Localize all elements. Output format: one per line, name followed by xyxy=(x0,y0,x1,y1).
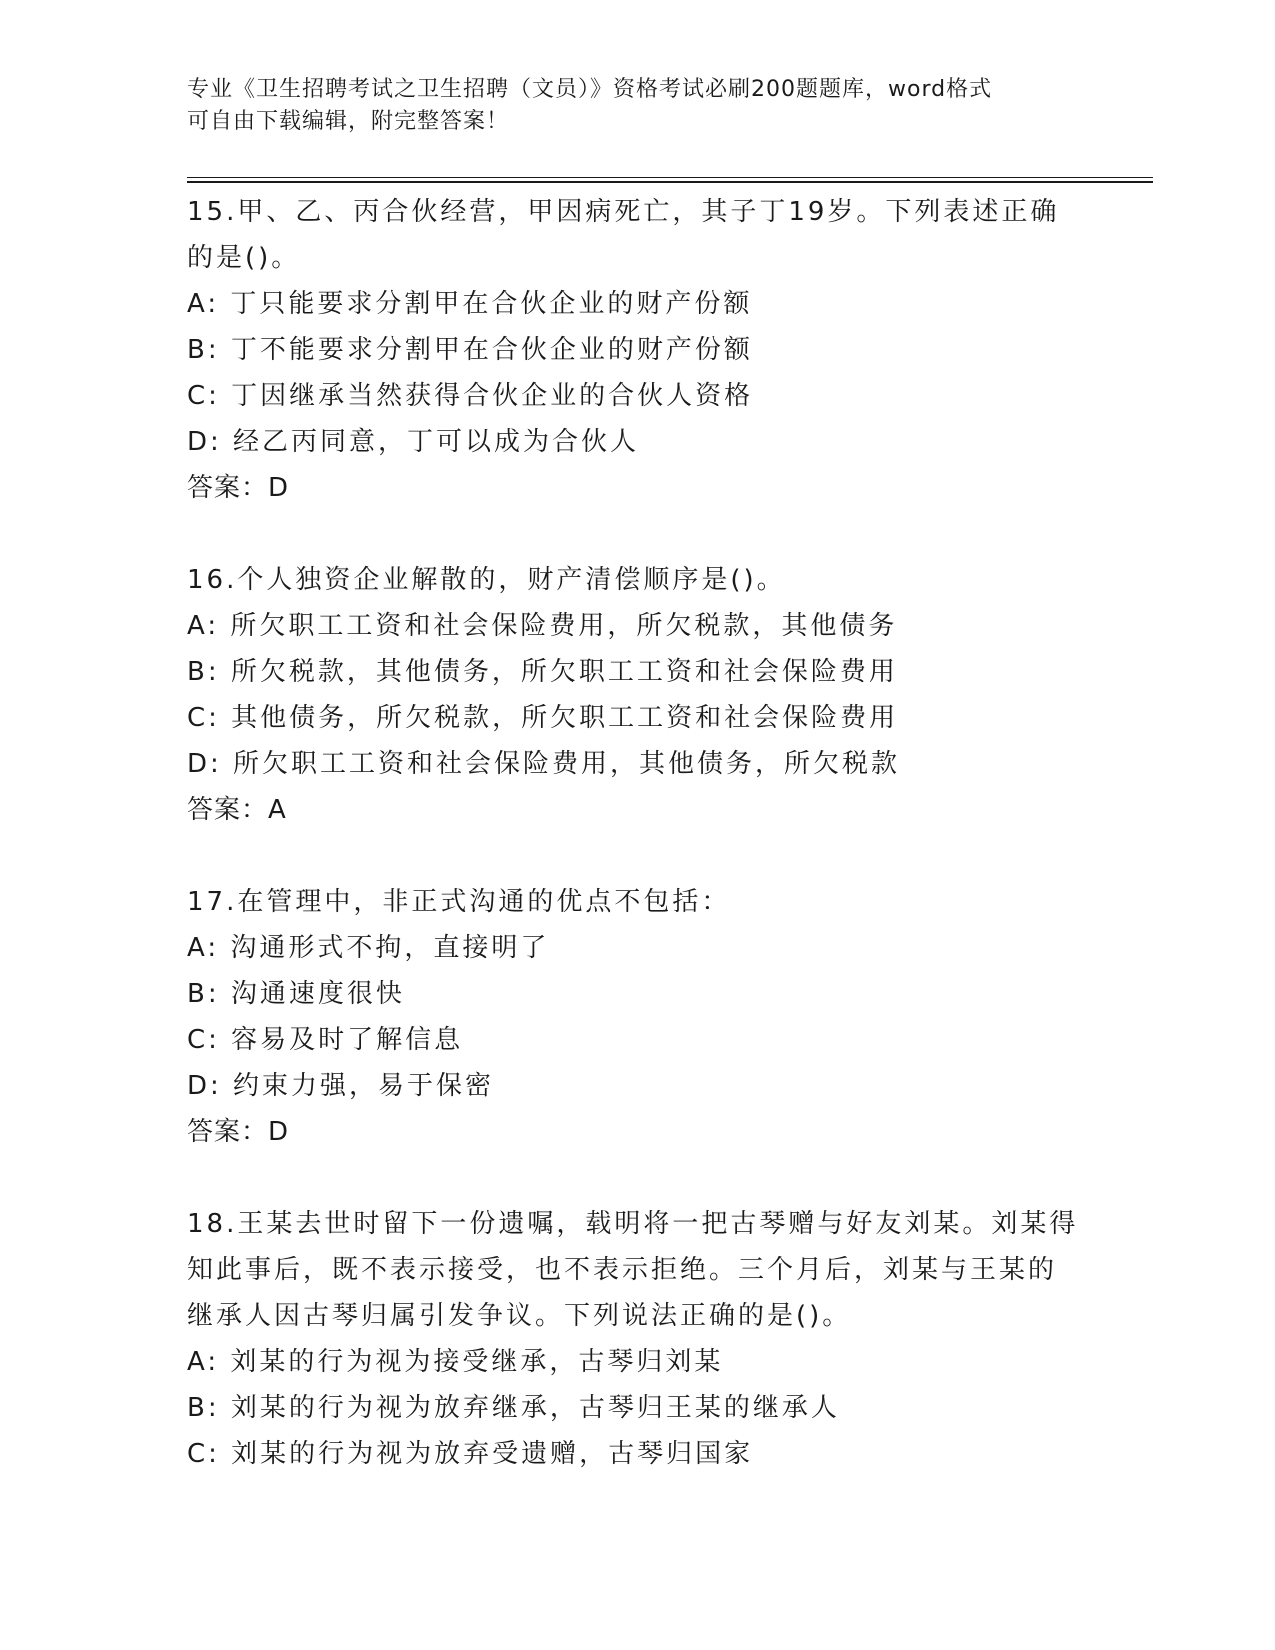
option-b: B: 所欠税款，其他债务，所欠职工工资和社会保险费用 xyxy=(187,657,898,687)
header-divider-thick xyxy=(187,181,1153,183)
option-c: C: 其他债务，所欠税款，所欠职工工资和社会保险费用 xyxy=(187,703,899,733)
question-stem-line: 知此事后，既不表示接受，也不表示拒绝。三个月后，刘某与王某的 xyxy=(187,1255,1058,1285)
option-b: B: 丁不能要求分割甲在合伙企业的财产份额 xyxy=(187,335,753,365)
option-a: A: 刘某的行为视为接受继承，古琴归刘某 xyxy=(187,1347,724,1377)
option-d: D: 所欠职工工资和社会保险费用，其他债务，所欠税款 xyxy=(187,749,901,779)
option-a: A: 所欠职工工资和社会保险费用，所欠税款，其他债务 xyxy=(187,611,898,641)
question-stem-line: 的是()。 xyxy=(187,243,301,273)
option-c: C: 容易及时了解信息 xyxy=(187,1025,464,1055)
question-16 xyxy=(187,557,1087,833)
option-c: C: 刘某的行为视为放弃受遗赠，古琴归国家 xyxy=(187,1439,754,1469)
question-15 xyxy=(187,189,1087,511)
question-stem-line: 17.在管理中，非正式沟通的优点不包括： xyxy=(187,887,731,917)
question-list xyxy=(187,189,1087,1477)
option-c: C: 丁因继承当然获得合伙企业的合伙人资格 xyxy=(187,381,754,411)
header-line-2: 可自由下载编辑，附完整答案！ xyxy=(187,109,510,134)
question-stem-line: 18.王某去世时留下一份遗嘱，载明将一把古琴赠与好友刘某。刘某得 xyxy=(187,1209,1079,1239)
answer-label: 答案：D xyxy=(187,473,290,503)
option-a: A: 丁只能要求分割甲在合伙企业的财产份额 xyxy=(187,289,753,319)
header-line-1: 专业《卫生招聘考试之卫生招聘（文员）》资格考试必刷200题题库，word格式 xyxy=(187,77,993,102)
document-header xyxy=(187,74,1067,138)
question-stem-line: 15.甲、乙、丙合伙经营，甲因病死亡，其子丁19岁。下列表述正确 xyxy=(187,197,1060,227)
question-17 xyxy=(187,879,1087,1155)
question-stem-line: 继承人因古琴归属引发争议。下列说法正确的是()。 xyxy=(187,1301,852,1331)
question-18 xyxy=(187,1201,1087,1477)
option-d: D: 约束力强，易于保密 xyxy=(187,1071,495,1101)
option-b: B: 沟通速度很快 xyxy=(187,979,405,1009)
question-stem-line: 16.个人独资企业解散的，财产清偿顺序是()。 xyxy=(187,565,786,595)
option-a: A: 沟通形式不拘，直接明了 xyxy=(187,933,550,963)
option-b: B: 刘某的行为视为放弃继承，古琴归王某的继承人 xyxy=(187,1393,840,1423)
answer-label: 答案：D xyxy=(187,1117,290,1147)
header-divider-thin xyxy=(187,177,1153,178)
option-d: D: 经乙丙同意，丁可以成为合伙人 xyxy=(187,427,640,457)
answer-label: 答案：A xyxy=(187,795,287,825)
